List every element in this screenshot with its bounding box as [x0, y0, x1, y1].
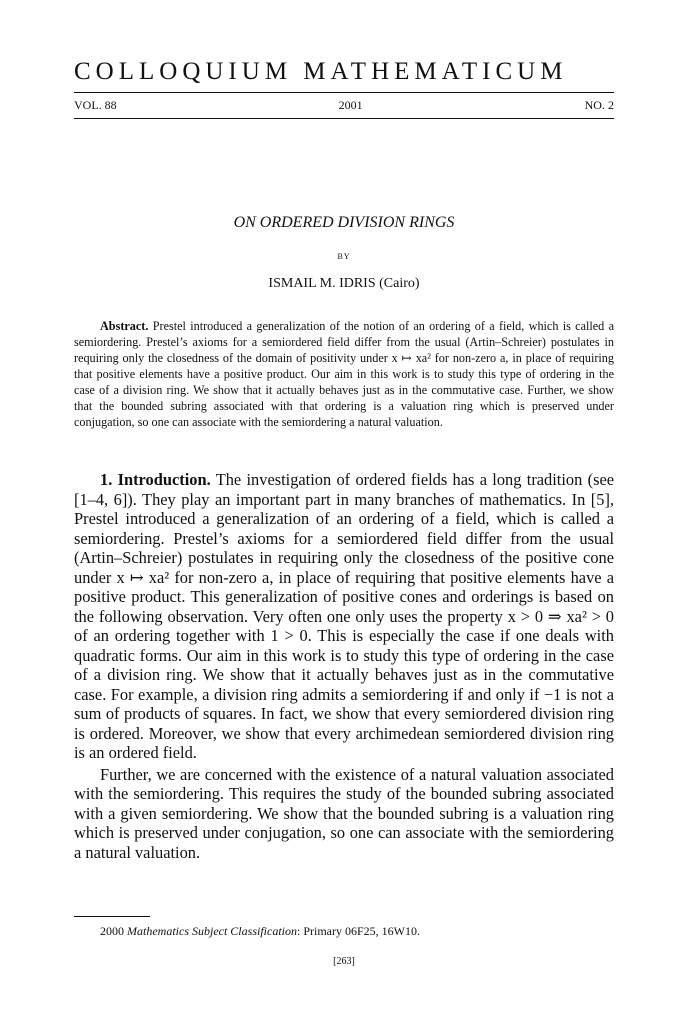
intro-paragraph-2: Further, we are concerned with the existence of a natural valuation associated with the semiordering. This requires the study of the bounded subring associated with a given semiordering. We show that the bounded subring is a valuation ring which is preserved under conjugation, so one can associate with the semiordering a natural valuation.: [74, 764, 614, 862]
footnote-rule: [74, 916, 150, 917]
footnote-year: 2000: [100, 924, 124, 938]
author-line: ISMAIL M. IDRIS (Cairo): [268, 276, 420, 291]
issue-number: NO. 2: [584, 98, 614, 112]
header-rule-top: [74, 92, 614, 93]
by-line: BY: [337, 252, 351, 261]
abstract: [74, 318, 614, 430]
year-label: 2001: [338, 98, 363, 112]
footnote-codes: : Primary 06F25, 16W10.: [296, 924, 420, 938]
abstract-label: Abstract.: [100, 319, 149, 333]
article-title: ON ORDERED DIVISION RINGS: [233, 214, 455, 231]
section-heading: 1. Introduction.: [100, 470, 211, 489]
abstract-text: Prestel introduced a generalization of the notion of an ordering of a field, which is called a semiordering. Prestel’s axioms for a semiordered field differ from the usual (Artin–Schreier) postulates in requiring only the closedness of the domain of positivity under x ↦ xa² for non-zero a, in place of requiring that positive elements have a positive product. Our aim in this work is to study this type of ordering in the case of a division ring. We show that it actually behaves just as in the commutative case. Further, we show that the bounded subring associated with that ordering is a valuation ring which is preserved under conjugation, so one can associate with the semiordering a natural valuation.: [74, 319, 615, 429]
intro-text-1: The investigation of ordered fields has a long tradition (see [1–4, 6]). They play an important part in many branches of mathematics. In [5], Prestel introduced a generalization of an ordering of a field, which is called a semiordering. Prestel’s axioms for a semiordered field differ from the usual (Artin–Schreier) postulates in requiring only the closedness of the positive cone under x ↦ xa² for non-zero a, in place of requiring that positive elements have a positive product. This generalization of positive cones and orderings is based on the following observation. Very often one only uses the property x > 0 ⇒ xa² > 0 of an ordering together with 1 > 0. This is especially the case if one deals with quadratic forms. Our aim in this work is to study this type of ordering in the case of a division ring. We show that it actually behaves just as in the commutative case. For example, a division ring admits a semiordering if and only if −1 is not a sum of products of squares. In fact, we show that every semiordered division ring is ordered. Moreover, we show that every archimedean semiordered division ring is an ordered field.: [74, 470, 614, 762]
journal-title: COLLOQUIUM MATHEMATICUM: [74, 58, 568, 85]
footnote: [74, 924, 614, 939]
page-number: [263]: [333, 956, 355, 967]
section-introduction: [74, 470, 614, 862]
intro-paragraph-1: [74, 470, 614, 763]
volume-row: [74, 98, 614, 113]
footnote-classification: Mathematics Subject Classification: [127, 924, 297, 938]
header-rule-bottom: [74, 118, 614, 119]
volume-label: VOL. 88: [74, 98, 117, 112]
